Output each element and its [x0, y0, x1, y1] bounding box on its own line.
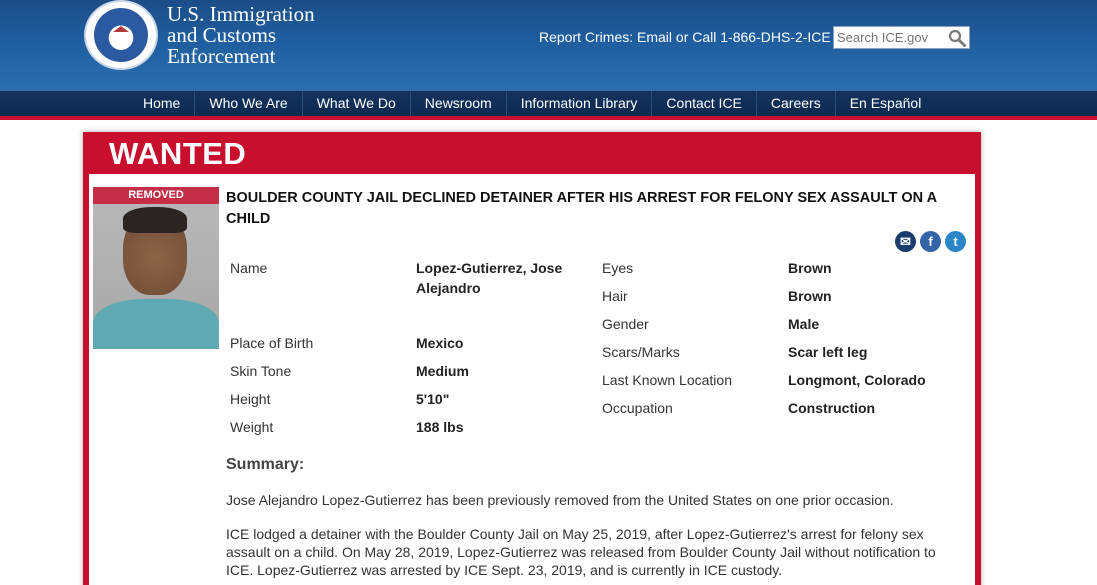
photo-hair [123, 207, 187, 233]
agency-name-logo[interactable] [167, 4, 315, 67]
summary-paragraph: Jose Alejandro Lopez-Gutierrez has been previously removed from the United States on one prior occasion. [226, 492, 894, 508]
nav-item-who-we-are[interactable]: Who We Are [195, 91, 302, 117]
field-value-skin-tone: Medium [416, 363, 469, 379]
field-label-eyes: Eyes [602, 260, 634, 276]
removed-label: REMOVED [93, 187, 219, 204]
wanted-card-body [89, 174, 975, 585]
agency-name-line-3: Enforcement [167, 44, 276, 68]
twitter-icon[interactable]: t [945, 231, 966, 252]
main-nav [0, 90, 1097, 116]
share-buttons [895, 231, 966, 252]
site-header [0, 0, 1097, 90]
search-icon[interactable] [948, 29, 966, 47]
field-label-gender: Gender [602, 316, 649, 332]
field-label-place-of-birth: Place of Birth [230, 335, 314, 351]
nav-item-contact-ice[interactable]: Contact ICE [652, 91, 756, 117]
nav-item-home[interactable]: Home [129, 91, 195, 117]
nav-item-what-we-do[interactable]: What We Do [303, 91, 411, 117]
field-label-occupation: Occupation [602, 400, 673, 416]
agency-name-line-2: and Customs [167, 23, 277, 47]
field-value-name: Lopez-Gutierrez, Jose Alejandro [416, 260, 563, 296]
search-input[interactable] [837, 29, 945, 46]
field-value-weight: 188 lbs [416, 419, 464, 435]
summary-heading: Summary: [226, 456, 305, 473]
summary-paragraph: ICE lodged a detainer with the Boulder County Jail on May 25, 2019, after Lopez-Gutierrez's arrest for felony sex assault on a child. On May 28, 2019, Lopez-Gutierrez was released from Boulder County Jail without notification to ICE. Lopez-Gutierrez was arrested by ICE Sept. 23, 2019, and is currently in ICE custody. [226, 526, 936, 578]
field-value-height: 5'10" [416, 391, 450, 407]
field-value-place-of-birth: Mexico [416, 335, 464, 351]
wanted-headline: BOULDER COUNTY JAIL DECLINED DETAINER AFTER HIS ARREST FOR FELONY SEX ASSAULT ON A CHILD [226, 190, 937, 227]
nav-divider [0, 116, 1097, 120]
facebook-icon[interactable]: f [920, 231, 941, 252]
field-value-occupation: Construction [788, 400, 876, 416]
field-value-gender: Male [788, 316, 820, 332]
suspect-photo[interactable] [93, 187, 219, 349]
field-value-hair: Brown [788, 288, 832, 304]
field-label-name: Name [230, 260, 268, 276]
field-value-eyes: Brown [788, 260, 832, 276]
field-label-skin-tone: Skin Tone [230, 363, 292, 379]
email-icon[interactable]: ✉ [895, 231, 916, 252]
field-label-weight: Weight [230, 419, 274, 435]
seal-emblem [94, 8, 148, 62]
dhs-seal-logo[interactable] [84, 0, 158, 70]
field-value-scars-marks: Scar left leg [788, 344, 868, 360]
nav-item-information-library[interactable]: Information Library [507, 91, 653, 117]
report-crimes-link[interactable]: Report Crimes: Email or Call 1-866-DHS-2-ICE [539, 29, 831, 45]
field-label-height: Height [230, 391, 271, 407]
agency-name-line-1: U.S. Immigration [167, 2, 315, 26]
field-label-scars-marks: Scars/Marks [602, 344, 680, 360]
nav-item-newsroom[interactable]: Newsroom [411, 91, 507, 117]
nav-item-en-espanol[interactable]: En Español [849, 95, 922, 111]
field-label-hair: Hair [602, 288, 628, 304]
eagle-icon [113, 26, 129, 46]
wanted-banner: WANTED [109, 136, 247, 171]
field-value-last-known-location: Longmont, Colorado [788, 372, 926, 388]
field-label-last-known-location: Last Known Location [602, 372, 732, 388]
photo-shirt [93, 299, 219, 349]
wanted-card [83, 132, 981, 585]
nav-item-careers[interactable]: Careers [757, 91, 836, 117]
search-box[interactable] [833, 26, 970, 49]
